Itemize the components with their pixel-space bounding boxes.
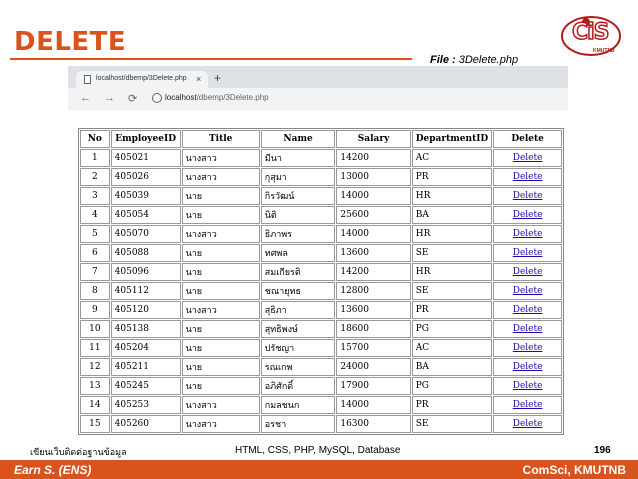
table-row — [80, 339, 562, 357]
table-row — [80, 358, 562, 376]
table-row — [80, 377, 562, 395]
delete-link[interactable]: Delete — [512, 362, 543, 372]
cell-title: นาย — [182, 244, 260, 262]
reload-icon[interactable]: ⟳ — [128, 93, 138, 105]
new-tab-button[interactable]: + — [214, 71, 222, 85]
cell-name: ชณายุทธ — [261, 282, 336, 300]
footer-author: Earn S. (ENS) — [14, 463, 92, 477]
cell-title: นาย — [182, 377, 260, 395]
cell-no: 15 — [80, 415, 110, 433]
cell-delete — [493, 206, 562, 224]
cell-title: นางสาว — [182, 415, 260, 433]
cell-delete — [493, 168, 562, 186]
col-header-title: Title — [182, 130, 260, 148]
table-row — [80, 225, 562, 243]
cell-employeeid: 405088 — [111, 244, 181, 262]
cell-title: นาย — [182, 358, 260, 376]
cell-title: นาย — [182, 282, 260, 300]
footer-org: ComSci, KMUTNB — [522, 463, 626, 477]
cell-name: อรชา — [261, 415, 336, 433]
url-host: localhost — [165, 93, 197, 102]
title-underline — [10, 58, 412, 60]
info-icon[interactable] — [152, 93, 162, 103]
cell-salary: 15700 — [336, 339, 410, 357]
cell-delete — [493, 396, 562, 414]
cell-salary: 12800 — [336, 282, 410, 300]
col-header-salary: Salary — [336, 130, 410, 148]
cell-employeeid: 405054 — [111, 206, 181, 224]
address-bar[interactable] — [165, 93, 269, 102]
col-header-name: Name — [261, 130, 336, 148]
file-name: 3Delete.php — [458, 54, 519, 66]
cell-title: นาย — [182, 320, 260, 338]
cell-no: 8 — [80, 282, 110, 300]
cell-delete — [493, 415, 562, 433]
cell-name: สุธิภา — [261, 301, 336, 319]
cell-departmentid: BA — [412, 358, 493, 376]
course-name: เขียนเว็บติดต่อฐานข้อมูล — [30, 448, 127, 458]
cell-salary: 25600 — [336, 206, 410, 224]
cell-title: นาย — [182, 339, 260, 357]
cell-departmentid: PR — [412, 301, 493, 319]
cell-departmentid: PR — [412, 168, 493, 186]
cell-delete — [493, 377, 562, 395]
slide-title: DELETE — [14, 27, 127, 57]
cell-departmentid: PR — [412, 396, 493, 414]
cell-title: นาย — [182, 187, 260, 205]
file-label — [430, 54, 518, 66]
browser-window — [68, 66, 568, 110]
table-row — [80, 168, 562, 186]
cell-name: รณเกพ — [261, 358, 336, 376]
file-label-prefix: File : — [430, 54, 459, 66]
close-tab-icon[interactable]: × — [196, 74, 202, 84]
cell-no: 2 — [80, 168, 110, 186]
table-header-row — [80, 130, 562, 148]
cell-title: นางสาว — [182, 168, 260, 186]
delete-link[interactable]: Delete — [512, 191, 543, 201]
cell-salary: 14000 — [336, 225, 410, 243]
table-row — [80, 206, 562, 224]
url-path: /dbemp/3Delete.php — [196, 93, 269, 102]
cell-employeeid: 405204 — [111, 339, 181, 357]
delete-link[interactable]: Delete — [512, 343, 543, 353]
cell-no: 11 — [80, 339, 110, 357]
logo-subtext: KMUTNB — [593, 48, 615, 54]
cell-title: นาย — [182, 263, 260, 281]
cell-name: กมลชนก — [261, 396, 336, 414]
delete-link[interactable]: Delete — [512, 210, 543, 220]
cell-delete — [493, 225, 562, 243]
cell-delete — [493, 282, 562, 300]
cell-employeeid: 405096 — [111, 263, 181, 281]
cell-salary: 24000 — [336, 358, 410, 376]
cell-no: 1 — [80, 149, 110, 167]
cell-salary: 18600 — [336, 320, 410, 338]
forward-icon[interactable]: → — [104, 92, 115, 104]
cell-delete — [493, 244, 562, 262]
course-topic: HTML, CSS, PHP, MySQL, Database — [235, 445, 401, 456]
cell-title: นางสาว — [182, 225, 260, 243]
table-row — [80, 282, 562, 300]
cell-departmentid: HR — [412, 263, 493, 281]
cell-employeeid: 405021 — [111, 149, 181, 167]
cell-delete — [493, 187, 562, 205]
cell-salary: 14000 — [336, 396, 410, 414]
cell-no: 6 — [80, 244, 110, 262]
cell-salary: 14200 — [336, 149, 410, 167]
cell-employeeid: 405253 — [111, 396, 181, 414]
cell-no: 13 — [80, 377, 110, 395]
cell-departmentid: AC — [412, 339, 493, 357]
cell-delete — [493, 320, 562, 338]
cell-title: นางสาว — [182, 149, 260, 167]
cell-departmentid: BA — [412, 206, 493, 224]
cell-salary: 14200 — [336, 263, 410, 281]
col-header-no: No — [80, 130, 110, 148]
table-row — [80, 396, 562, 414]
page-number: 196 — [594, 445, 611, 456]
cell-departmentid: AC — [412, 149, 493, 167]
cell-employeeid: 405260 — [111, 415, 181, 433]
delete-link[interactable]: Delete — [512, 400, 543, 410]
cell-salary: 14000 — [336, 187, 410, 205]
cell-name: สมเกียรติ — [261, 263, 336, 281]
cell-no: 9 — [80, 301, 110, 319]
cell-no: 12 — [80, 358, 110, 376]
cell-employeeid: 405026 — [111, 168, 181, 186]
cell-employeeid: 405070 — [111, 225, 181, 243]
cell-name: ธิภาพร — [261, 225, 336, 243]
cell-name: ปรัชญา — [261, 339, 336, 357]
delete-link[interactable]: Delete — [512, 305, 543, 315]
cell-name: กุสุมา — [261, 168, 336, 186]
delete-link[interactable]: Delete — [512, 419, 543, 429]
tab-title: localhost/dbemp/3Delete.php — [96, 75, 187, 82]
cell-no: 4 — [80, 206, 110, 224]
table-row — [80, 301, 562, 319]
cell-no: 5 — [80, 225, 110, 243]
table-row — [80, 320, 562, 338]
cell-departmentid: HR — [412, 225, 493, 243]
employee-table — [78, 128, 564, 435]
cell-no: 14 — [80, 396, 110, 414]
delete-link[interactable]: Delete — [512, 286, 543, 296]
delete-link[interactable]: Delete — [512, 267, 543, 277]
cell-salary: 13600 — [336, 244, 410, 262]
cell-name: มีนา — [261, 149, 336, 167]
cell-departmentid: SE — [412, 282, 493, 300]
cell-delete — [493, 263, 562, 281]
delete-link[interactable]: Delete — [512, 381, 543, 391]
cell-salary: 13000 — [336, 168, 410, 186]
cell-employeeid: 405120 — [111, 301, 181, 319]
delete-link[interactable]: Delete — [512, 153, 543, 163]
cell-employeeid: 405245 — [111, 377, 181, 395]
cell-title: นางสาว — [182, 396, 260, 414]
cell-employeeid: 405138 — [111, 320, 181, 338]
table-row — [80, 244, 562, 262]
browser-toolbar — [68, 88, 568, 110]
cell-employeeid: 405039 — [111, 187, 181, 205]
cell-delete — [493, 339, 562, 357]
cell-employeeid: 405211 — [111, 358, 181, 376]
cell-employeeid: 405112 — [111, 282, 181, 300]
col-header-employeeid: EmployeeID — [111, 130, 181, 148]
table-row — [80, 187, 562, 205]
cell-no: 10 — [80, 320, 110, 338]
cell-departmentid: PG — [412, 377, 493, 395]
delete-link[interactable]: Delete — [512, 172, 543, 182]
cell-departmentid: HR — [412, 187, 493, 205]
cell-name: กิรวัฒน์ — [261, 187, 336, 205]
cell-salary: 13600 — [336, 301, 410, 319]
cell-title: นางสาว — [182, 301, 260, 319]
logo-text: CiS — [572, 20, 609, 45]
cell-no: 3 — [80, 187, 110, 205]
col-header-delete: Delete — [493, 130, 562, 148]
back-icon[interactable]: ← — [80, 92, 91, 104]
col-header-departmentid: DepartmentID — [412, 130, 493, 148]
cell-departmentid: SE — [412, 415, 493, 433]
delete-link[interactable]: Delete — [512, 324, 543, 334]
cell-name: อภิศักดิ์ — [261, 377, 336, 395]
cell-no: 7 — [80, 263, 110, 281]
table-row — [80, 415, 562, 433]
cell-departmentid: SE — [412, 244, 493, 262]
table-row — [80, 149, 562, 167]
delete-link[interactable]: Delete — [512, 248, 543, 258]
cell-name: ทศพล — [261, 244, 336, 262]
browser-tab[interactable] — [76, 71, 208, 89]
cell-delete — [493, 301, 562, 319]
table-row — [80, 263, 562, 281]
cell-delete — [493, 149, 562, 167]
page-icon — [84, 75, 91, 84]
cell-name: นิติ — [261, 206, 336, 224]
delete-link[interactable]: Delete — [512, 229, 543, 239]
cell-delete — [493, 358, 562, 376]
cell-name: สุทธิพงษ์ — [261, 320, 336, 338]
cell-salary: 17900 — [336, 377, 410, 395]
cell-departmentid: PG — [412, 320, 493, 338]
cell-title: นาย — [182, 206, 260, 224]
cell-salary: 16300 — [336, 415, 410, 433]
